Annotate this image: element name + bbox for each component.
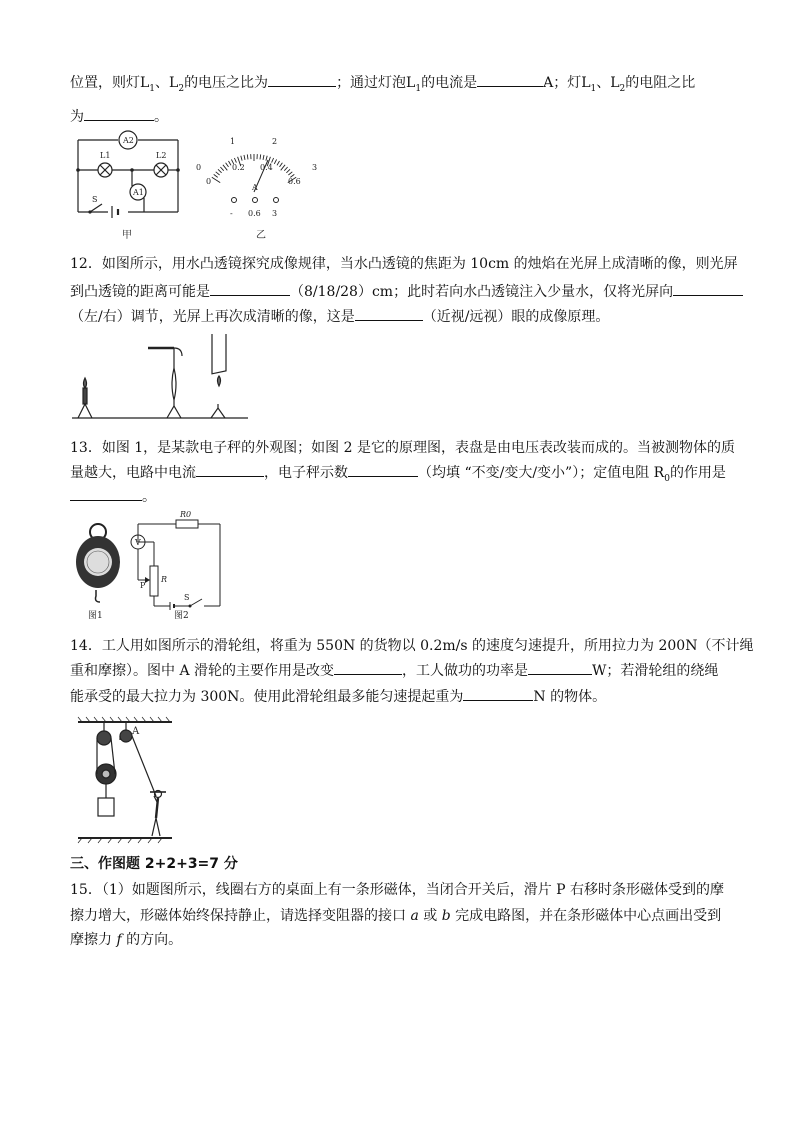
optical-bench-figure [70, 334, 250, 426]
q15-line2: 擦力增大，形磁体始终保持静止，请选择变阻器的接口 a 或 b 完成电路图，并在条形磁体中心点画出受到 [70, 908, 722, 924]
section3-title: 三、作图题 2+2+3=7 分 [70, 856, 238, 872]
terminal-06 [253, 198, 258, 203]
terminal-label-2: 3 [272, 209, 278, 218]
dial-tick [274, 159, 276, 164]
slider-p-label: P [140, 581, 146, 590]
q12-line2: 到凸透镜的距离可能是 （8/18/28）cm；此时若向水凸透镜注入少量水，仅将光屏向 [70, 281, 743, 302]
q13-line3: 。 [70, 486, 156, 507]
electronic-scale-figures [70, 508, 230, 622]
r-label: R [161, 575, 168, 584]
dial-tick [277, 161, 280, 165]
answer-blank[interactable] [334, 660, 402, 675]
dial-tick [223, 165, 227, 171]
q14-line2: 重和摩擦）。图中 A 滑轮的主要作用是改变 ，工人做功的功率是 W；若滑轮组的绕绳 [70, 660, 718, 681]
dial-tick [244, 155, 245, 160]
q12-line3: （左/右）调节，光屏上再次成清晰的像，这是 （近视/远视）眼的成像原理。 [70, 306, 609, 327]
q13-line1: 13．如图 1，是某款电子秤的外观图；如图 2 是它的原理图，表盘是由电压表改装而成的。当被测物体的质 [70, 440, 735, 456]
q15-line1: 15．（1）如题图所示，线圈右方的桌面上有一条形磁体，当闭合开关后，滑片 P 右移时条形磁体受到的摩 [70, 882, 725, 898]
dial-tick [263, 155, 264, 160]
dial-tick [284, 167, 287, 171]
q13-line2: 量越大，电路中电流 ，电子秤示数 （均填 “不变/变大/变小”）；定值电阻 $R_0$的作用是 [70, 462, 726, 489]
q14-line1: 14．工人用如图所示的滑轮组，将重为 550N 的货物以 0.2m/s 的速度匀速提升，所用拉力为 200N（不计绳 [70, 638, 754, 654]
answer-blank[interactable] [70, 486, 142, 501]
fig-yi-caption: 乙 [256, 230, 266, 241]
dial-tick [218, 169, 222, 173]
terminal-label-0: - [230, 209, 233, 218]
dial-tick [229, 161, 232, 165]
tick-top-3: 3 [312, 163, 318, 172]
fig1-caption: 图1 [88, 611, 103, 621]
voltmeter-label: V [135, 538, 141, 547]
tick-top-0: 0 [196, 163, 202, 172]
l2-label: L2 [156, 151, 167, 160]
scale-photo [76, 524, 120, 602]
answer-blank[interactable] [673, 281, 743, 296]
q11-line2: 为 。 [70, 106, 168, 127]
pulley-a-label: A [132, 726, 140, 737]
q14-line3: 能承受的最大拉力为 300N。使用此滑轮组最多能匀速提起重为 N 的物体。 [70, 686, 606, 707]
ammeter-dial-yi [192, 134, 328, 242]
tick-bottom-0: 0 [206, 177, 212, 186]
dial-tick [281, 165, 285, 171]
unit-label: A [252, 183, 258, 192]
l1-label: L1 [100, 151, 111, 160]
switch-s-label: S [184, 593, 190, 602]
tick-top-1: 1 [230, 137, 236, 146]
answer-blank[interactable] [477, 72, 543, 87]
answer-blank[interactable] [210, 281, 290, 296]
dial-tick [272, 158, 274, 163]
dial-tick [260, 154, 261, 159]
dial-tick [212, 177, 220, 182]
dial-tick [247, 154, 248, 159]
tick-bottom-3: 0.6 [288, 177, 301, 186]
dial-scale [212, 154, 296, 183]
answer-blank[interactable] [196, 462, 264, 477]
dial-tick [216, 172, 220, 175]
switch-label: S [92, 195, 98, 204]
dial-tick [214, 174, 218, 177]
answer-blank[interactable] [84, 106, 154, 121]
tick-bottom-2: 0.4 [260, 163, 273, 172]
q11-line1: 位置，则灯$L_1$、$L_2$的电压之比为 ；通过灯泡$L_1$的电流是 A；灯$L_1$、$L_2$的电阻之比 [70, 72, 695, 99]
terminal-neg [232, 198, 237, 203]
answer-blank[interactable] [355, 306, 423, 321]
a1-label: A1 [133, 188, 144, 197]
tick-top-2: 2 [272, 137, 278, 146]
r0-label: R0 [180, 510, 192, 519]
dial-tick [288, 172, 292, 175]
circuit-diagram-jia [70, 130, 190, 242]
dial-tick [266, 156, 267, 161]
dial-tick [241, 156, 242, 161]
tick-bottom-1: 0.2 [232, 163, 245, 172]
answer-blank[interactable] [463, 686, 533, 701]
terminal-label-1: 0.6 [248, 209, 261, 218]
answer-blank[interactable] [348, 462, 418, 477]
terminal-3 [274, 198, 279, 203]
fig2-caption: 图2 [174, 611, 189, 621]
q12-line1: 12．如图所示，用水凸透镜探究成像规律，当水凸透镜的焦距为 10cm 的烛焰在光屏上成清晰的像，则光屏 [70, 256, 738, 272]
answer-blank[interactable] [528, 660, 592, 675]
dial-tick [286, 169, 290, 173]
q15-line3: 摩擦力 f 的方向。 [70, 932, 183, 948]
dial-tick [280, 163, 283, 167]
fig-jia-caption: 甲 [122, 230, 132, 241]
dial-tick [220, 167, 223, 171]
dial-tick [234, 158, 236, 163]
pulley-figure [76, 716, 186, 846]
a2-label: A2 [123, 136, 134, 145]
answer-blank[interactable] [268, 72, 336, 87]
dial-tick [226, 163, 229, 167]
